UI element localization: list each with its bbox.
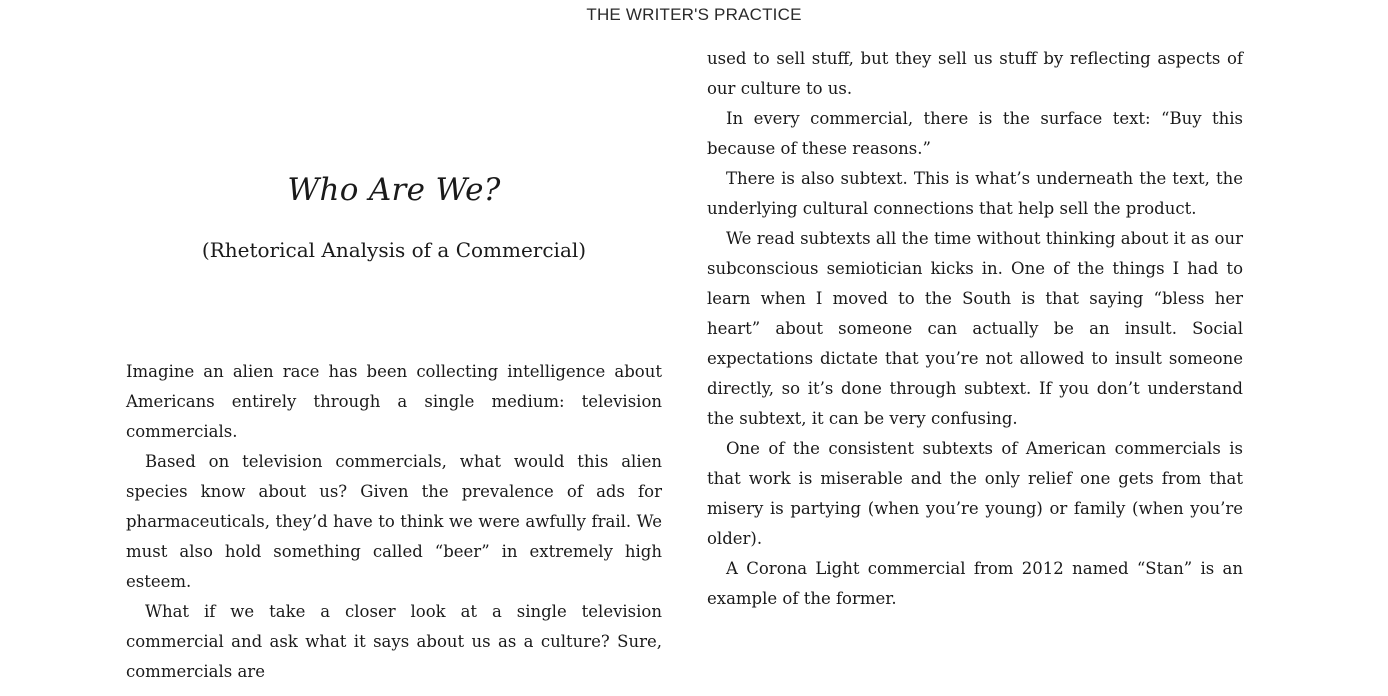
paragraph: In every commercial, there is the surface text: “Buy this because of these reasons.” [707,109,1243,158]
paragraph: Imagine an alien race has been collecting intelligence about Americans entirely through a single medium: television commercials. [126,362,662,441]
left-page-body [126,357,662,687]
paragraph: A Corona Light commercial from 2012 named “Stan” is an example of the former. [707,559,1243,608]
right-page-body [707,44,1243,614]
paragraph-continued: used to sell stuff, but they sell us stuff by reflecting aspects of our culture to us. [707,49,1243,98]
left-page [126,0,662,696]
running-header: THE WRITER'S PRACTICE [586,5,802,24]
paragraph: Based on television commercials, what would this alien species know about us? Given the prevalence of ads for pharmaceuticals, they’d have to think we were awfully frail. We must also hold something called “beer” in extremely high esteem. [126,452,662,591]
right-page [707,0,1243,696]
chapter-title: Who Are We? [287,172,501,208]
chapter-subtitle: (Rhetorical Analysis of a Commercial) [201,238,587,262]
paragraph: There is also subtext. This is what’s underneath the text, the underlying cultural connections that help sell the product. [707,169,1243,218]
paragraph: One of the consistent subtexts of American commercials is that work is miserable and the only relief one gets from that misery is partying (when you’re young) or family (when you’re older). [707,439,1243,548]
paragraph: We read subtexts all the time without thinking about it as our subconscious semiotician kicks in. One of the things I had to learn when I moved to the South is that saying “bless her heart” about someone can actually be an insult. Social expectations dictate that you’re not allowed to insult someone directly, so it’s done through subtext. If you don’t understand the subtext, it can be very confusing. [707,229,1243,428]
paragraph: What if we take a closer look at a single television commercial and ask what it says about us as a culture? Sure, commercials are [126,602,662,681]
